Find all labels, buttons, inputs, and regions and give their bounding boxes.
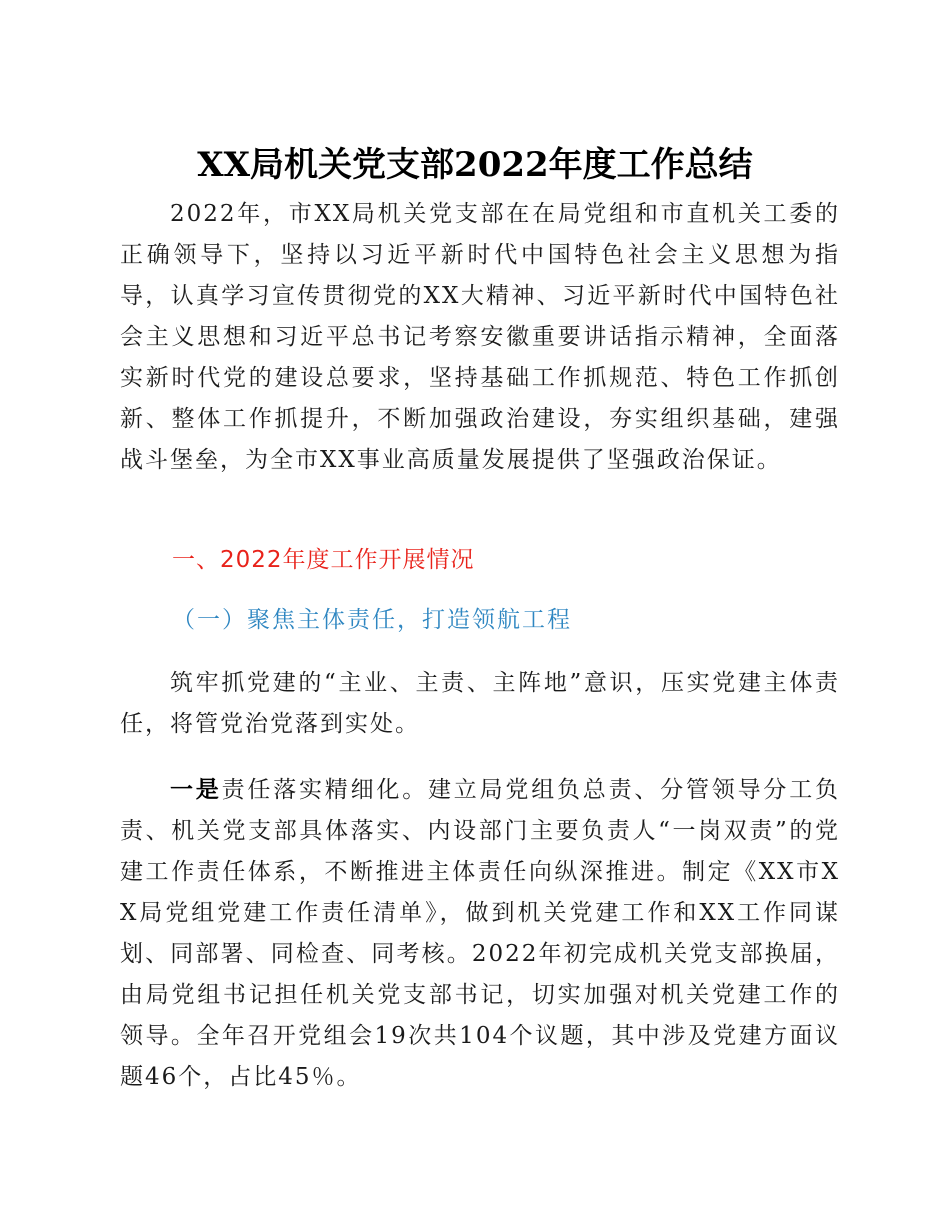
item-1-lead: 一是 [170,776,222,803]
section-heading: 一、2022年度工作开展情况 [172,547,475,573]
document-title: XX局机关党支部2022年度工作总结 [197,145,753,185]
item-1-text: 责任落实精细化。建立局党组负总责、分管领导分工负责、机关党支部具体落实、内设部门主要负责人“一岗双责”的党建工作责任体系，不断推进主体责任向纵深推进。制定《XX市XX局党组党建工作责任清单》，做到机关党建工作和XX工作同谋划、同部署、同检查、同考核。2022年初完成机关党支部换届，由局党组书记担任机关党支部书记，切实加强对机关党建工作的领导。全年召开党组会19次共104个议题，其中涉及党建方面议题46个，占比45％。 [120,777,841,1090]
subsection-intro-paragraph: 筑牢抓党建的“主业、主责、主阵地”意识，压实党建主体责任，将管党治党落到实处。 [120,670,840,737]
intro-paragraph: 2022年，市XX局机关党支部在在局党组和市直机关工委的正确领导下，坚持以习近平新时代中国特色社会主义思想为指导，认真学习宣传贯彻党的XX大精神、习近平新时代中国特色社会主义思想和习近平总书记考察安徽重要讲话指示精神，全面落实新时代党的建设总要求，坚持基础工作抓规范、特色工作抓创新、整体工作抓提升，不断加强政治建设，夯实组织基础，建强战斗堡垒，为全市XX事业高质量发展提供了坚强政治保证。 [120,201,840,473]
item-1-paragraph [120,769,840,1098]
subsection-heading: （一）聚焦主体责任，打造领航工程 [172,607,572,633]
